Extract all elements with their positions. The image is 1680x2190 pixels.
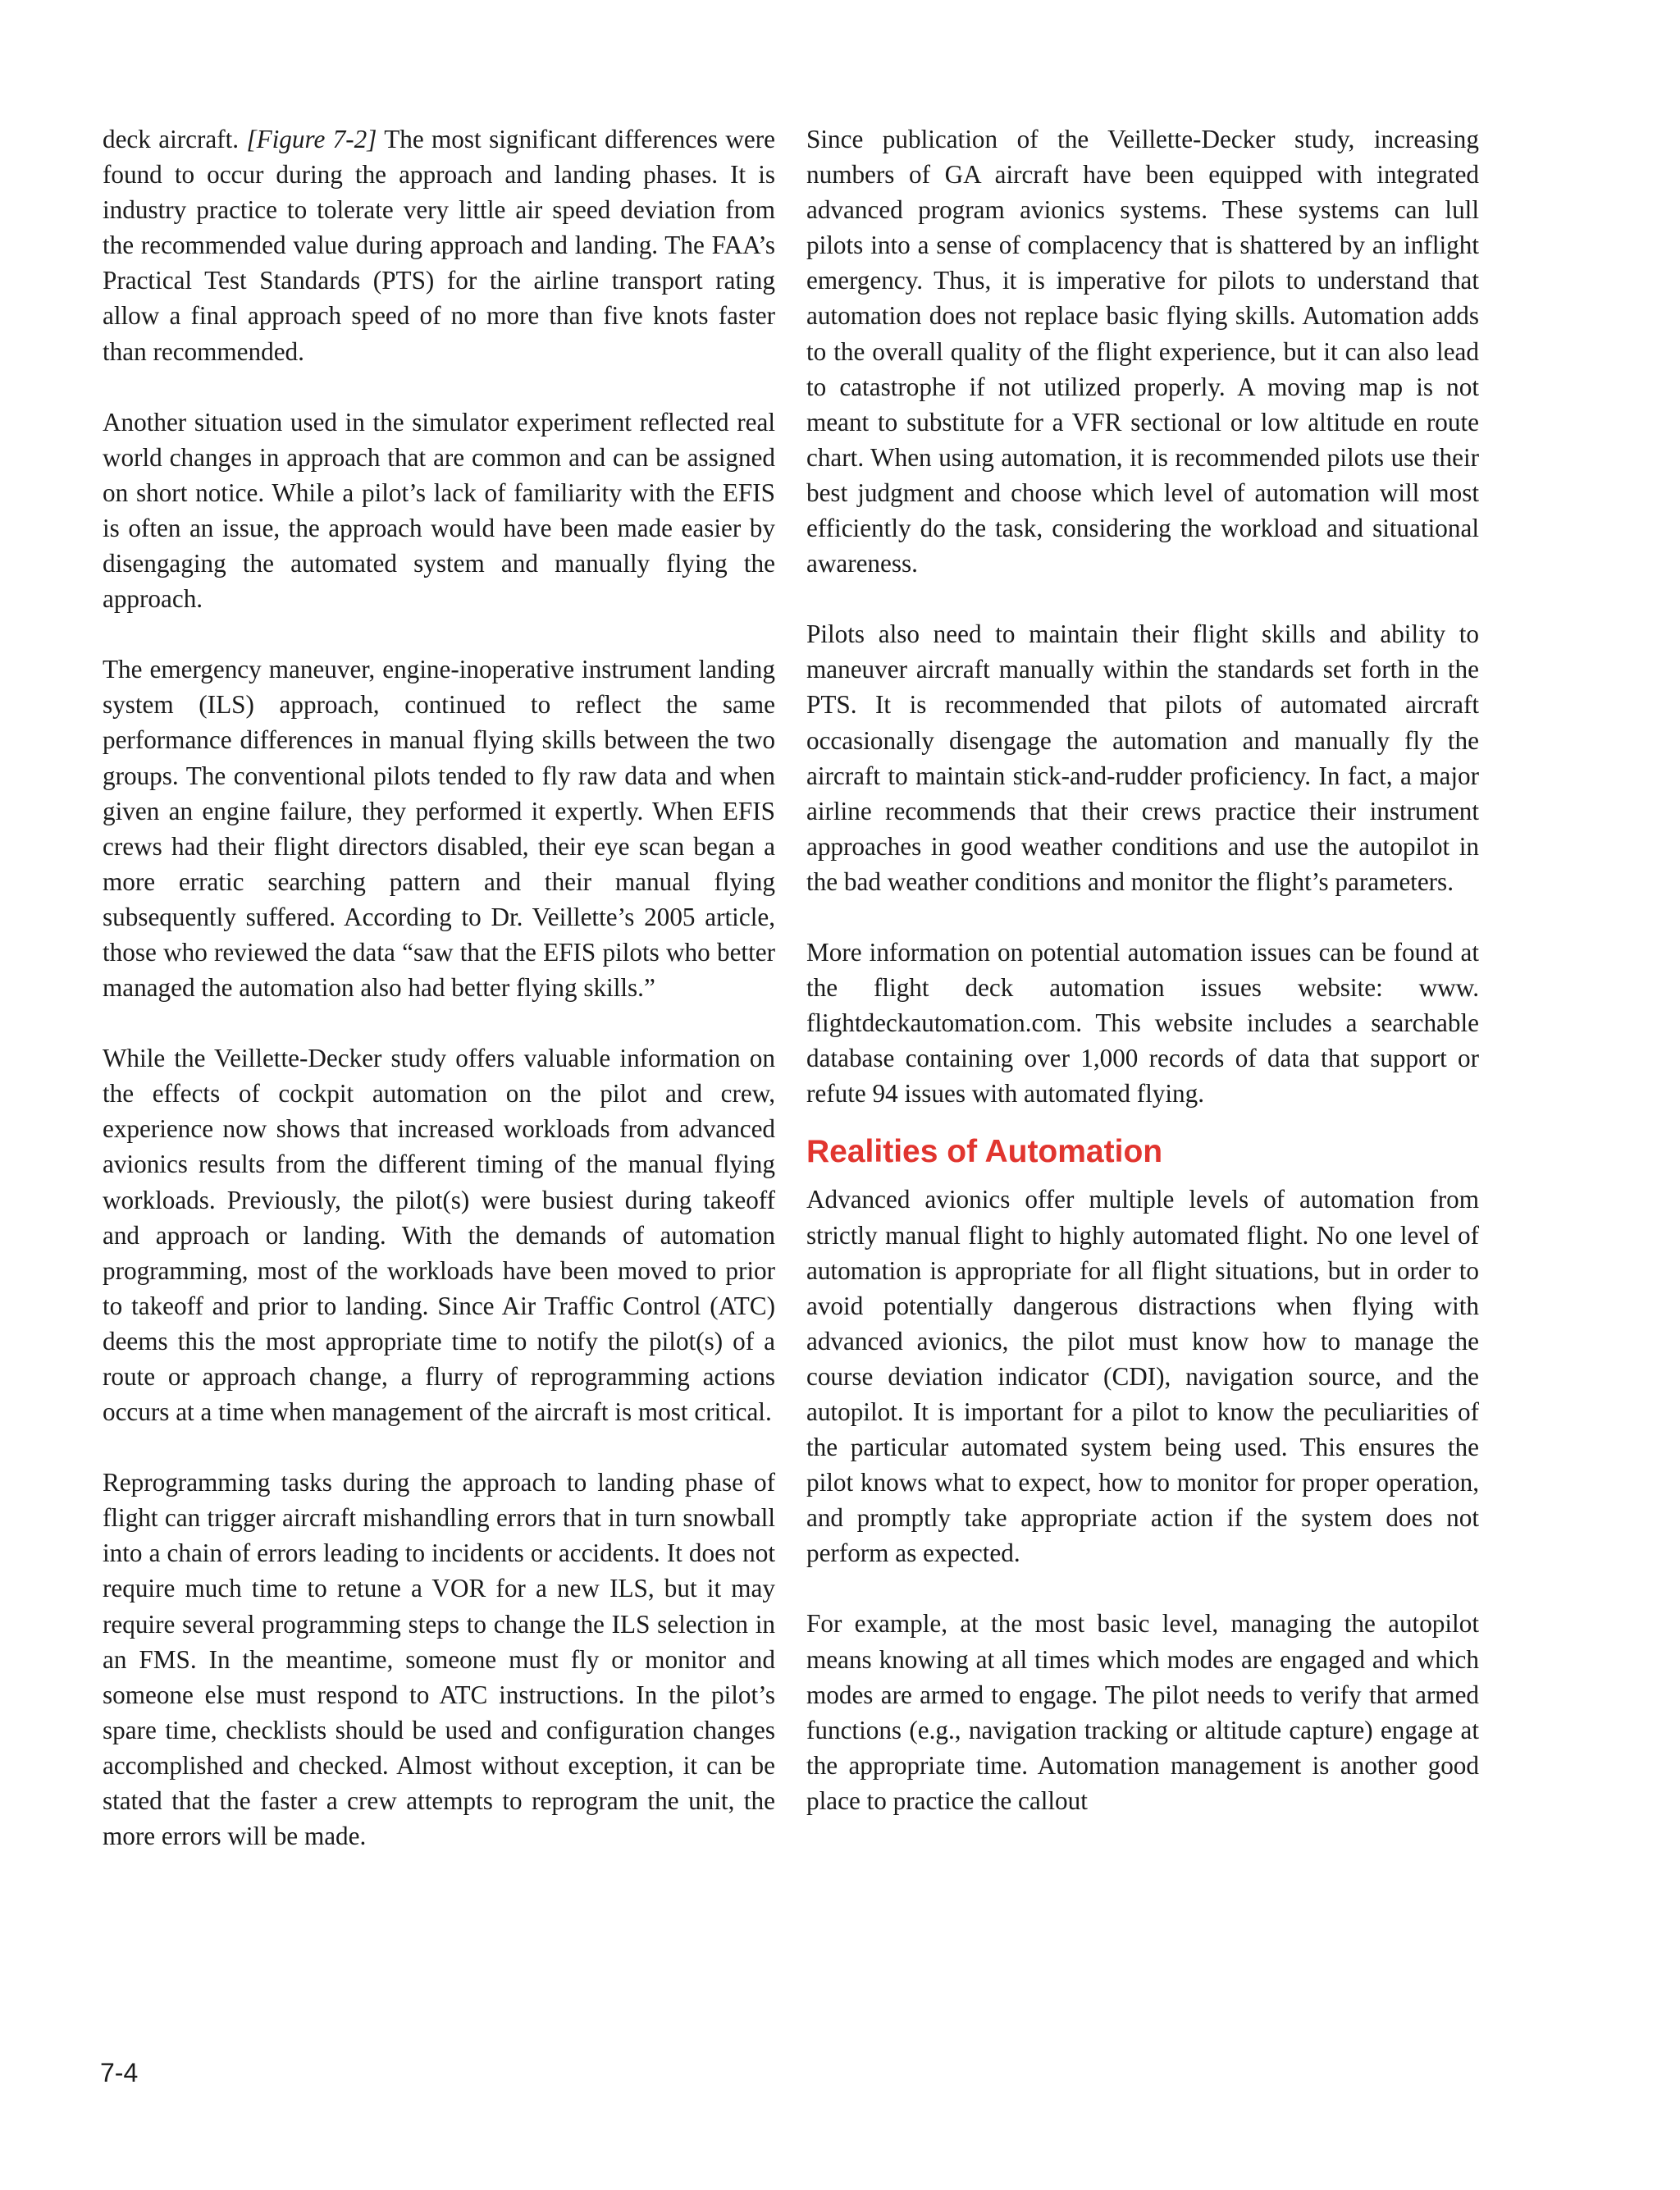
page-number: 7-4 — [100, 2058, 139, 2087]
paragraph-left-1 — [103, 121, 775, 369]
paragraph-right-4: Advanced avionics offer multiple levels of automation from strictly manual flight to highly automated flight. No one level of automation is appropriate for all flight situations, but in order to avoid potentially dangerous distractions when flying with advanced avionics, the pilot must know how to manage the course deviation indicator (CDI), navigation source, and the autopilot. It is important for a pilot to know the peculiarities of the particular automated system being used. This ensures the pilot knows what to expect, how to monitor for proper operation, and promptly take appropriate action if the system does not perform as expected. — [806, 1185, 1479, 1568]
paragraph-left-1-rest: The most significant differences were found to occur during the approach and landing phases. It is industry practice to tolerate very little air speed deviation from the recommended value during approach and landing. The FAA’s Practical Test Standards (PTS) for the airline transport rating allow a final approach speed of no more than five knots faster than recommended. — [103, 125, 776, 366]
paragraph-left-1-start: deck aircraft. — [103, 125, 247, 153]
paragraph-right-5: For example, at the most basic level, managing the autopilot means knowing at all times which modes are engaged and which modes are armed to engage. The pilot needs to verify that armed functions (e.g., navigation tracking or altitude capture) engage at the appropriate time. Automation management is another good place to practice the callout — [806, 1609, 1479, 1815]
paragraph-left-3: The emergency maneuver, engine-inoperative instrument landing system (ILS) approach, continued to reflect the same performance differences in manual flying skills between the two groups. The conventional pilots tended to fly raw data and when given an engine failure, they performed it expertly. When EFIS crews had their flight directors disabled, their eye scan began a more erratic searching pattern and their manual flying subsequently suffered. According to Dr. Veillette’s 2005 article, those who reviewed the data “saw that the EFIS pilots who better managed the automation also had better flying skills.” — [103, 655, 775, 1003]
paragraph-right-3: More information on potential automation issues can be found at the flight deck automation issues website: www. flightdeckautomation.com. This website includes a searchable database containing over 1,000 records of data that support or refute 94 issues with automated flying. — [806, 937, 1479, 1109]
paragraph-right-1: Since publication of the Veillette-Decker study, increasing numbers of GA aircraft have been equipped with integrated advanced program avionics systems. These systems can lull pilots into a sense of complacency that is shattered by an inflight emergency. Thus, it is imperative for pilots to understand that automation does not replace basic flying skills. Automation adds to the overall quality of the flight experience, but it can also lead to catastrophe if not utilized properly. A moving map is not meant to substitute for a VFR sectional or low altitude en route chart. When using automation, it is recommended pilots use their best judgment and choose which level of automation will most efficiently do the task, considering the workload and situational awareness. — [806, 125, 1479, 578]
section-heading: Realities of Automation — [806, 1134, 1163, 1170]
paragraph-right-2: Pilots also need to maintain their flight skills and ability to maneuver aircraft manually within the standards set forth in the PTS. It is recommended that pilots of automated aircraft occasionally disengage the automation and manually fly the aircraft to maintain stick-and-rudder proficiency. In fact, a major airline recommends that their crews practice their instrument approaches in good weather conditions and use the autopilot in the bad weather conditions and monitor the flight’s parameters. — [806, 620, 1479, 896]
right-column — [806, 121, 1479, 1854]
left-column — [103, 121, 775, 1889]
paragraph-left-4: While the Veillette-Decker study offers valuable information on the effects of cockpit automation on the pilot and crew, experience now shows that increased workloads from advanced avionics results from the different timing of the manual flying workloads. Previously, the pilot(s) were busiest during takeoff and approach or landing. With the demands of automation programming, most of the workloads have been moved to prior to takeoff and prior to landing. Since Air Traffic Control (ATC) deems this the most appropriate time to notify the pilot(s) of a route or approach change, a flurry of reprogramming actions occurs at a time when management of the aircraft is most critical. — [103, 1044, 775, 1427]
figure-reference: [Figure 7-2] — [246, 125, 377, 153]
paragraph-left-2: Another situation used in the simulator experiment reflected real world changes in approach that are common and can be assigned on short notice. While a pilot’s lack of familiarity with the EFIS is often an issue, the approach would have been made easier by disengaging the automated system and manually flying the approach. — [103, 407, 775, 614]
paragraph-left-5: Reprogramming tasks during the approach to landing phase of flight can trigger aircraft mishandling errors that in turn snowball into a chain of errors leading to incidents or accidents. It does not require much time to retune a VOR for a new ILS, but it may require several programming steps to change the ILS selection in an FMS. In the meantime, someone must fly or monitor and someone else must respond to ATC instructions. In the pilot’s spare time, checklists should be used and configuration changes accomplished and checked. Almost without exception, it can be stated that the faster a crew attempts to reprogram the unit, the more errors will be made. — [103, 1468, 775, 1851]
